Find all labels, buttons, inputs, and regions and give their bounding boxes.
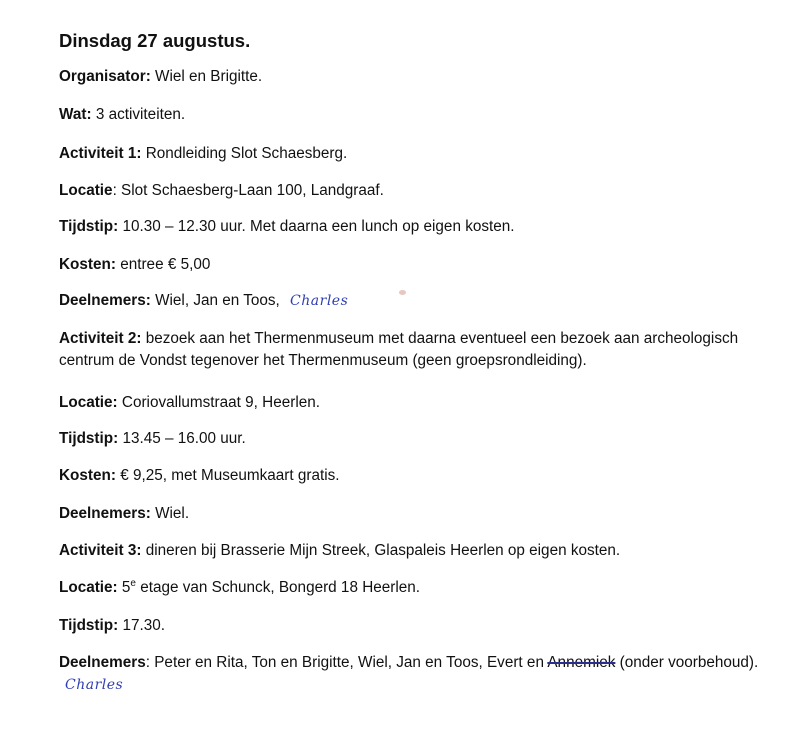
tijdstip3-line (59, 615, 165, 637)
locatie1-value: : Slot Schaesberg-Laan 100, Landgraaf. (112, 182, 384, 199)
deelnemers3-struck-name: Annemiek (547, 654, 616, 671)
wat-value: 3 activiteiten. (95, 106, 186, 123)
activiteit1-value: Rondleiding Slot Schaesberg. (145, 145, 348, 162)
deelnemers1-line (59, 290, 348, 312)
kosten2-value: € 9,25, met Museumkaart gratis. (120, 467, 340, 484)
activiteit2-line (59, 328, 779, 372)
wat-label: Wat: (59, 106, 92, 123)
organisator-line (59, 66, 262, 88)
locatie3-line (59, 577, 420, 599)
deelnemers3-handwritten-name: Charles (65, 677, 124, 693)
deelnemers3-line (59, 652, 779, 696)
activiteit3-line (59, 540, 620, 562)
locatie1-label: Locatie (59, 182, 113, 199)
tijdstip1-line (59, 216, 515, 238)
locatie3-floor-number: 5 (121, 579, 131, 596)
organisator-label: Organisator: (59, 68, 151, 85)
activiteit3-value: dineren bij Brasserie Mijn Streek, Glaspaleis Heerlen op eigen kosten. (145, 542, 621, 559)
wat-line (59, 104, 185, 126)
tijdstip3-label: Tijdstip: (59, 617, 119, 634)
deelnemers2-line (59, 503, 189, 525)
tijdstip3-value: 17.30. (122, 617, 165, 634)
locatie1-line (59, 180, 384, 202)
locatie3-label: Locatie: (59, 579, 118, 596)
deelnemers2-label: Deelnemers: (59, 505, 151, 522)
deelnemers2-value: Wiel. (155, 505, 190, 522)
kosten1-label: Kosten: (59, 256, 116, 273)
tijdstip2-line (59, 428, 246, 450)
locatie3-value (122, 579, 420, 596)
deelnemers1-handwritten-name: Charles (290, 293, 349, 309)
kosten2-label: Kosten: (59, 467, 116, 484)
kosten1-line (59, 254, 210, 276)
activiteit2-label: Activiteit 2: (59, 330, 142, 347)
locatie2-value: Coriovallumstraat 9, Heerlen. (121, 394, 320, 411)
locatie2-label: Locatie: (59, 394, 118, 411)
tijdstip2-label: Tijdstip: (59, 430, 119, 447)
activiteit1-label: Activiteit 1: (59, 145, 142, 162)
kosten1-value: entree € 5,00 (120, 256, 211, 273)
organisator-value: Wiel en Brigitte. (155, 68, 263, 85)
locatie3-ordinal-suffix: e (130, 577, 136, 589)
kosten2-line (59, 465, 340, 487)
tijdstip1-value: 10.30 – 12.30 uur. Met daarna een lunch op eigen kosten. (122, 218, 515, 235)
deelnemers3-note: (onder voorbehoud). (619, 654, 759, 671)
activiteit1-line (59, 143, 347, 165)
activiteit3-label: Activiteit 3: (59, 542, 142, 559)
deelnemers1-label: Deelnemers: (59, 292, 151, 309)
locatie2-line (59, 392, 320, 414)
locatie3-address: etage van Schunck, Bongerd 18 Heerlen. (140, 579, 421, 596)
tijdstip2-value: 13.45 – 16.00 uur. (122, 430, 246, 447)
tijdstip1-label: Tijdstip: (59, 218, 119, 235)
ink-smudge (399, 290, 406, 295)
activiteit2-value: bezoek aan het Thermenmuseum met daarna eventueel een bezoek aan archeologisch centrum de Vondst tegenover het Thermenmuseum (geen groepsrondleiding). (59, 330, 739, 369)
page-title: Dinsdag 27 augustus. (59, 30, 251, 51)
deelnemers3-label: Deelnemers (59, 654, 146, 671)
deelnemers3-value: : Peter en Rita, Ton en Brigitte, Wiel, Jan en Toos, Evert en (145, 654, 544, 671)
deelnemers1-value: Wiel, Jan en Toos, (155, 292, 280, 309)
